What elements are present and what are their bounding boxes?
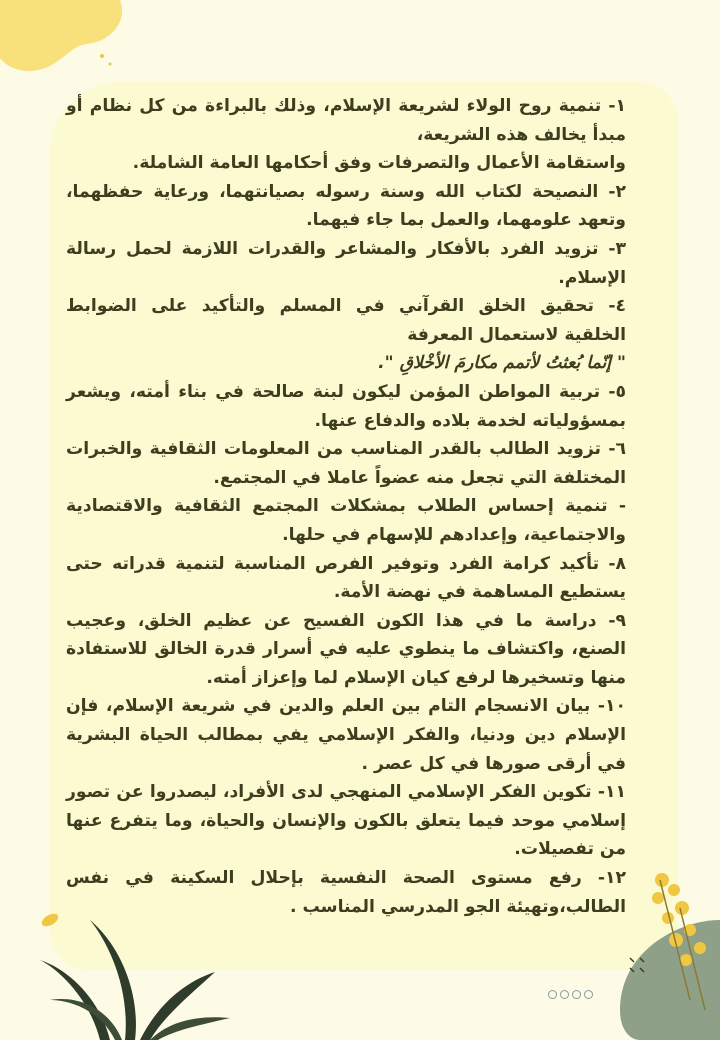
list-item: ٤- تحقيق الخلق القرآني في المسلم والتأكيد على الضوابط الخلقية لاستعمال المعرفة [66, 296, 626, 345]
objectives-list [66, 92, 626, 921]
list-item: ٥- تربية المواطن المؤمن ليكون لبنة صالحة في بناء أمته، ويشعر بمسؤولياته لخدمة بلاده والدفاع عنها. [66, 381, 626, 431]
list-item: ٨- تأكيد كرامة الفرد وتوفير الفرص المناسبة لتنمية قدراته حتى يستطيع المساهمة في نهضة الأمة. [66, 553, 626, 603]
list-item: - تنمية إحساس الطلاب بمشكلات المجتمع الثقافية والاقتصادية والاجتماعية، وإعدادهم للإسهام في حلها. [66, 496, 626, 545]
list-item: ٦- تزويد الطالب بالقدر المناسب من المعلومات الثقافية والخبرات المختلفة التي تجعل منه عضواً عاملا في المجتمع. [66, 439, 626, 488]
list-item: ٣- تزويد الفرد بالأفكار والمشاعر والقدرات اللازمة لحمل رسالة الإسلام. [66, 238, 626, 288]
yellow-blob-decoration [0, 0, 130, 80]
list-item: ٢- النصيحة لكتاب الله وسنة رسوله بصيانتهما، ورعاية حفظهما، وتعهد علومهما، والعمل بما جاء فيهما. [66, 181, 626, 231]
list-item: واستقامة الأعمال والتصرفات وفق أحكامها العامة الشاملة. [132, 153, 626, 174]
hadith-quote: " إنّما بُعثتُ لأتمم مكارمَ الأخْلاقِ ". [378, 353, 626, 374]
list-item: ٩- دراسة ما في هذا الكون الفسيح عن عظيم الخلق، وعجيب الصنع، واكتشاف ما ينطوي عليه في أسرار قدرة الخالق للاستفادة منها وتسخيرها لرفع كيان الإسلام لما وإعزاز أمته. [66, 610, 626, 688]
list-item: ١٠- بيان الانسجام التام بين العلم والدين في شريعة الإسلام، فإن الإسلام دين ودنيا، والفكر الإسلامي يفي بمطالب الحياة البشرية في أرقى صورها في كل عصر . [66, 696, 626, 774]
dots-decoration [548, 990, 593, 999]
list-item: ١- تنمية روح الولاء لشريعة الإسلام، وذلك بالبراءة من كل نظام أو مبدأ يخالف هذه الشريعة، [66, 96, 626, 145]
list-item: ١١- تكوين الفكر الإسلامي المنهجي لدى الأفراد، ليصدروا عن تصور إسلامي موحد فيما يتعلق بالكون والإنسان والحياة، وما يتفرع عنها من تفصيلات. [66, 782, 626, 860]
leaves-decoration [30, 900, 250, 1040]
list-item: ١٢- رفع مستوى الصحة النفسية بإحلال السكينة في نفس الطالب،وتهيئة الجو المدرسي المناسب . [66, 868, 626, 917]
flowers-decoration [600, 860, 720, 1040]
